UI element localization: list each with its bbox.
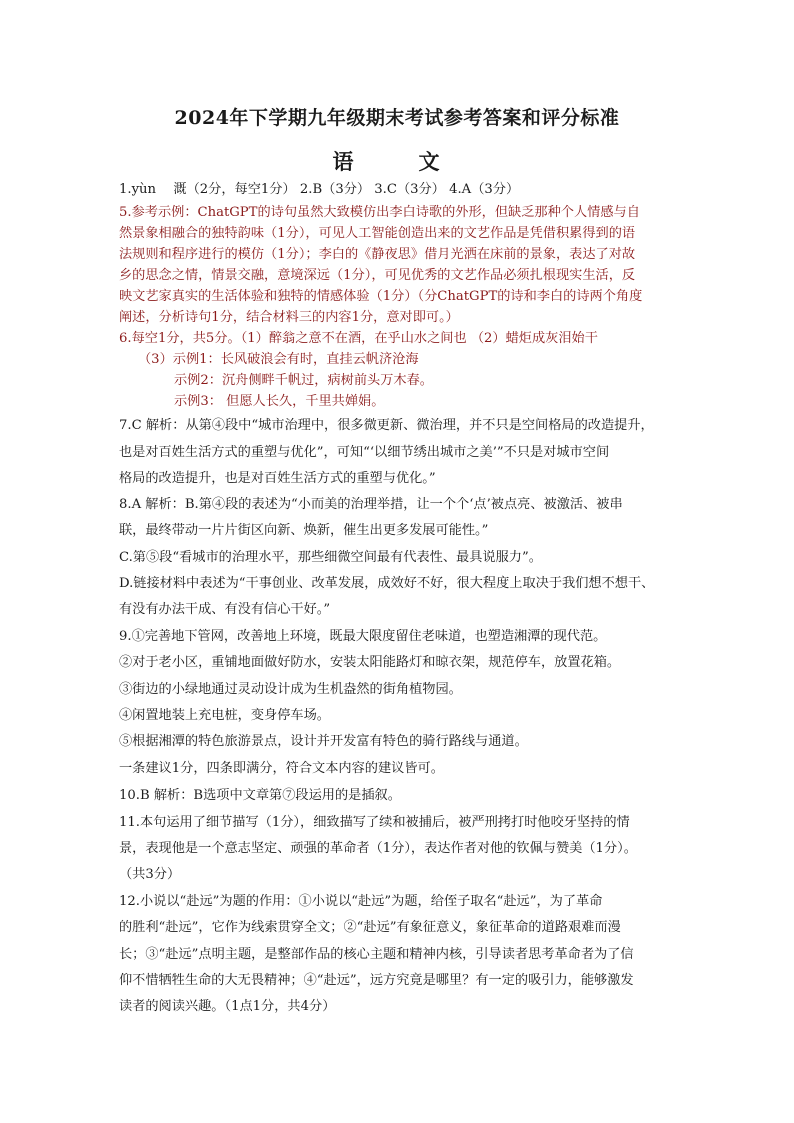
answer-line-1-4: 1.yùn 溉（2分，每空1分） 2.B（3分） 3.C（3分） 4.A（3分）: [119, 182, 520, 197]
answer-line-10: 10.B 解析：B选项中文章第⑦段运用的是插叙。: [119, 788, 401, 803]
answer-line-12b: 的胜利“赴远”，它作为线索贯穿全文；②“赴远”有象征意义，象征革命的道路艰难而漫: [119, 920, 621, 935]
answer-line-5c: 法规则和程序进行的模仿（1分）；李白的《静夜思》借月光洒在床前的景象，表达了对故: [119, 247, 636, 262]
answer-line-7a: 7.C 解析：从第④段中“城市治理中，很多微更新、微治理，并不只是空间格局的改造提升，: [119, 418, 654, 433]
answer-line-9f: 一条建议1分，四条即满分，符合文本内容的建议皆可。: [119, 761, 444, 776]
answer-line-7b: 也是对百姓生活方式的重塑与优化”，可知“‘以细节绣出城市之美’”不只是对城市空间: [119, 445, 610, 460]
answer-line-5e: 映文艺家真实的生活体验和独特的情感体验（1分）（分ChatGPT的诗和李白的诗两个角度: [119, 289, 643, 304]
answer-line-12a: 12.小说以“赴远”为题的作用：①小说以“赴远”为题，给侄子取名“赴远”，为了革命: [119, 894, 603, 909]
answer-line-8a: 8.A 解析：B.第④段的表述为“小而美的治理举措，让一个个‘点’被点亮、被激活、被串: [119, 497, 623, 512]
answer-line-5d: 乡的思念之情，情景交融，意境深远（1分），可见优秀的文艺作品必须扎根现实生活，反: [119, 268, 636, 283]
answer-line-7c: 格局的改造提升，也是对百姓生活方式的重塑与优化。”: [119, 471, 436, 486]
answer-line-9b: ②对于老小区，重铺地面做好防水，安装太阳能路灯和晾衣架，规范停车，放置花箱。: [119, 655, 621, 670]
answer-line-9d: ④闲置地装上充电桩，变身停车场。: [119, 708, 330, 723]
answer-line-8c: C.第⑤段“看城市的治理水平，那些细微空间最有代表性、最具说服力”。: [119, 550, 542, 565]
answer-line-11c: （共3分）: [119, 867, 181, 882]
answer-line-9e: ⑤根据湘潭的特色旅游景点，设计并开发富有特色的骑行路线与通道。: [119, 734, 528, 749]
answer-line-9a: 9.①完善地下管网，改善地上环境，既最大限度留住老味道，也塑造湘潭的现代范。: [119, 629, 607, 644]
answer-line-6a: 6.每空1分，共5分。（1）醉翁之意不在酒，在乎山水之间也 （2）蜡炬成灰泪始干: [119, 331, 598, 346]
document-title: 2024年下学期九年级期末考试参考答案和评分标准: [174, 107, 620, 129]
answer-line-6c: 示例2：沉舟侧畔千帆过，病树前头万木春。: [174, 373, 433, 388]
answer-line-12d: 仰不惜牺牲生命的大无畏精神；④“赴远”，远方究竟是哪里？有一定的吸引力，能够激发: [119, 973, 634, 988]
answer-line-8b: 联，最终带动一片片街区向新、焕新，催生出更多发展可能性。”: [119, 523, 489, 538]
answer-line-11a: 11.本句运用了细节描写（1分），细致描写了续和被捕后，被严刑拷打时他咬牙坚持的情: [119, 815, 630, 830]
answer-line-5a: 5.参考示例：ChatGPT的诗句虽然大致模仿出李白诗歌的外形，但缺乏那种个人情感与自: [119, 205, 640, 220]
answer-line-11b: 景，表现他是一个意志坚定、顽强的革命者（1分），表达作者对他的钦佩与赞美（1分）。: [119, 841, 637, 856]
answer-line-6b: （3）示例1：长风破浪会有时，直挂云帆济沧海: [138, 352, 419, 367]
answer-line-12e: 读者的阅读兴趣。（1点1分，共4分）: [119, 999, 336, 1014]
answer-line-5f: 阐述，分析诗句1分，结合材料三的内容1分，意对即可。）: [119, 310, 459, 325]
subject-heading: 语 文: [332, 149, 462, 174]
answer-line-6d: 示例3： 但愿人长久，千里共婵娟。: [174, 394, 385, 409]
answer-line-5b: 然景象相融合的独特韵味（1分），可见人工智能创造出来的文艺作品是凭借积累得到的语: [119, 226, 636, 241]
answer-line-9c: ③街边的小绿地通过灵动设计成为生机盎然的街角植物园。: [119, 682, 462, 697]
answer-line-12c: 长；③“赴远”点明主题，是整部作品的核心主题和精神内核，引导读者思考革命者为了信: [119, 947, 634, 962]
answer-line-8e: 有没有办法干成、有没有信心干好。”: [119, 602, 331, 617]
answer-line-8d: D.链接材料中表述为“干事创业、改革发展，成效好不好，很大程度上取决于我们想不想干、: [119, 576, 655, 591]
